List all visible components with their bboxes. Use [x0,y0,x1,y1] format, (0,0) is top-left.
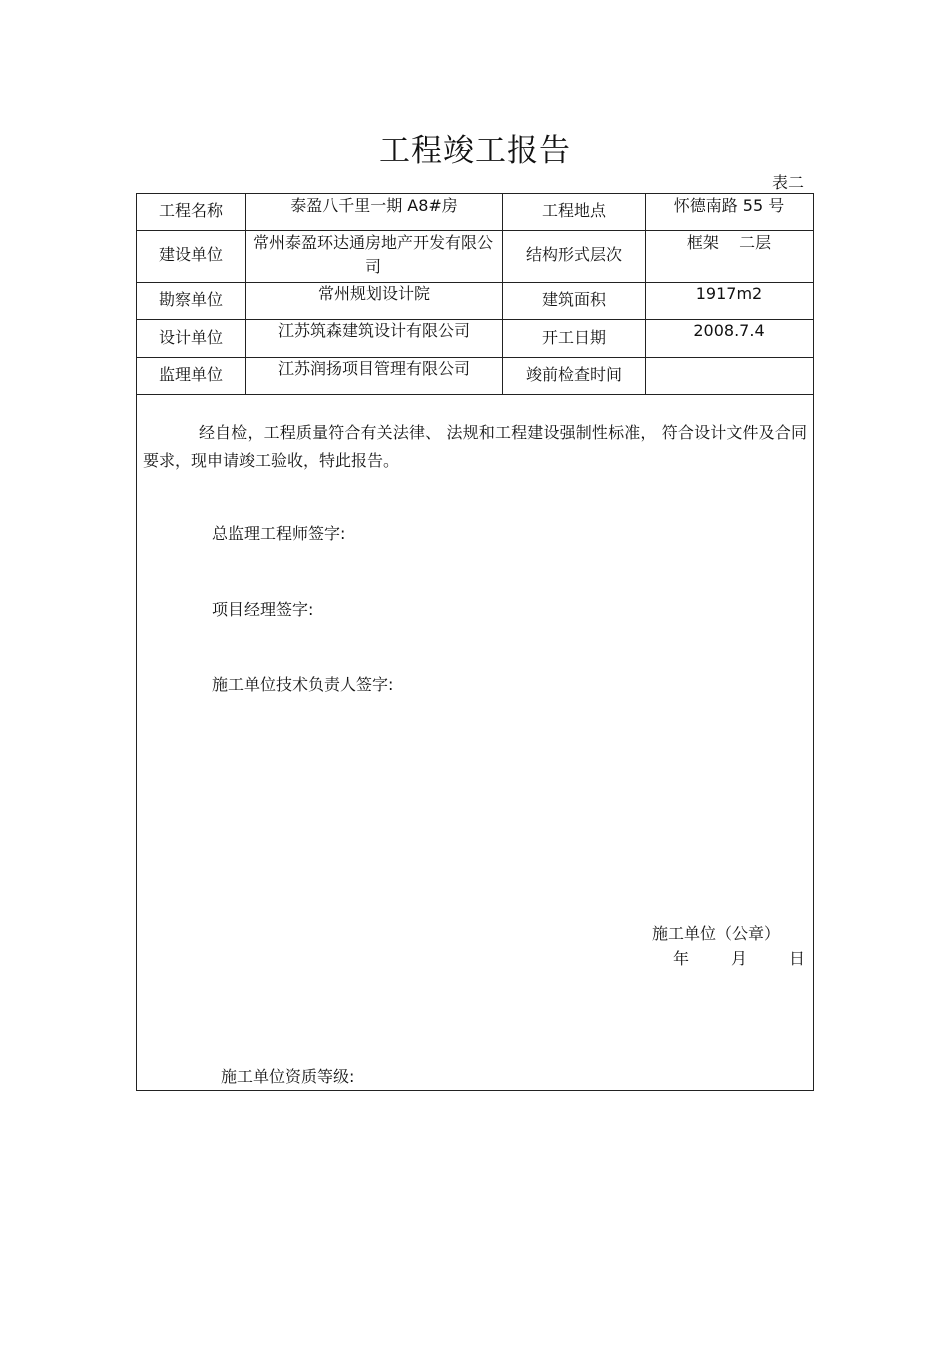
day-label: 日 [789,949,806,968]
construction-unit-seal: 施工单位（公章） [652,924,781,943]
project-manager-signature: 项目经理签字: [212,600,314,619]
label-building-area: 建筑面积 [541,290,606,309]
tech-lead-signature: 施工单位技术负责人签字: [212,675,394,694]
value-start-date: 2008.7.4 [693,321,765,340]
label-project-location: 工程地点 [541,201,606,220]
label-supervision-unit: 监理单位 [158,365,223,384]
date-line [673,946,805,969]
label-developer: 建设单位 [158,245,223,264]
value-building-area: 1917m2 [695,284,763,303]
label-pre-completion-check: 竣前检查时间 [525,365,622,384]
document-title: 工程竣工报告 [379,133,571,169]
label-start-date: 开工日期 [541,328,606,347]
label-project-name: 工程名称 [158,201,223,220]
value-design-unit: 江苏筑森建筑设计有限公司 [277,321,470,340]
table-number: 表二 [771,173,804,192]
label-structure-type: 结构形式层次 [525,245,622,264]
report-form [136,193,814,1091]
year-label: 年 [673,949,690,968]
qualification-grade: 施工单位资质等级: [221,1067,355,1086]
value-developer: 常州泰盈环达通房地产开发有限公司 [253,233,494,276]
value-project-name: 泰盈八千里一期 A8#房 [290,196,458,215]
value-project-location: 怀德南路 55 号 [673,196,785,215]
chief-supervisor-signature: 总监理工程师签字: [212,524,346,543]
value-supervision-unit: 江苏润扬项目管理有限公司 [277,359,470,378]
month-label: 月 [731,949,748,968]
value-structure-type: 框架 二层 [686,233,772,252]
label-survey-unit: 勘察单位 [158,290,223,309]
completion-statement: 经自检，工程质量符合有关法律、 法规和工程建设强制性标准， 符合设计文件及合同要求，现申请竣工验收，特此报告。 [143,423,807,470]
value-survey-unit: 常州规划设计院 [317,284,430,303]
row-divider [137,394,813,395]
label-design-unit: 设计单位 [158,328,223,347]
